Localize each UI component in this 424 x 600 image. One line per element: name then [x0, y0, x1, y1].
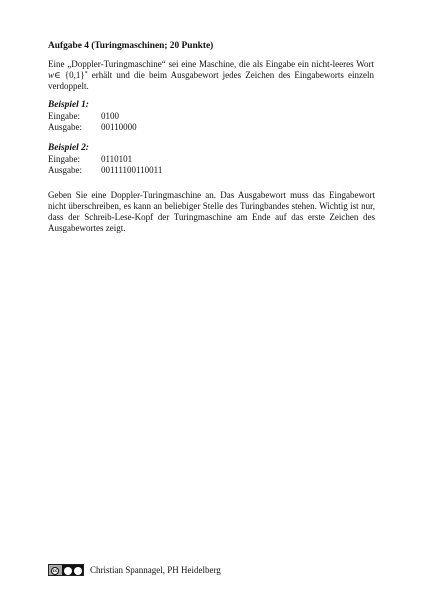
example-input-label: Eingabe: — [48, 111, 80, 121]
example-title: Beispiel 2: — [48, 143, 89, 153]
example-output-value: 00111100110011 — [101, 165, 163, 175]
example-block-1 — [48, 100, 248, 133]
intro-text-start: Eine „Doppler-Turingmaschine“ sei eine Maschine, die als Eingabe ein nicht-leeres Wort — [48, 59, 374, 69]
cc-license-icon — [48, 564, 84, 576]
share-alike-icon — [74, 567, 82, 575]
example-title: Beispiel 1: — [48, 100, 89, 110]
example-output-row — [48, 165, 248, 176]
example-block-2 — [48, 143, 248, 176]
intro-paragraph — [48, 59, 374, 92]
attribution-icon — [64, 567, 72, 575]
author-credit: Christian Spannagel, PH Heidelberg — [90, 565, 221, 575]
example-input-value: 0100 — [101, 111, 119, 121]
page-footer — [48, 564, 221, 576]
example-output-row — [48, 122, 248, 133]
task-paragraph: Geben Sie eine Doppler-Turingmaschine an. Das Ausgabewort muss das Eingabewort nicht überschreiben, es kann an beliebiger Stelle des Turingbandes stehen. Wichtig ist nur, dass der Schreib-Lese-Kopf der Turingmaschine am Ende auf das erste Zeichen des Ausgabewortes zeigt. — [48, 190, 375, 233]
example-output-label: Ausgabe: — [48, 165, 82, 175]
math-alphabet-set: ∈ {0,1} — [54, 70, 85, 80]
example-output-value: 00110000 — [101, 122, 137, 132]
example-input-value: 0110101 — [101, 154, 133, 164]
example-input-row — [48, 111, 248, 122]
example-output-label: Ausgabe: — [48, 122, 82, 132]
intro-text-end: erhält und die beim Ausgabewort jedes Zeichen des Eingabeworts einzeln verdoppelt. — [48, 70, 374, 91]
cc-logo-icon: cc — [52, 567, 58, 573]
math-word-variable: w — [48, 70, 55, 80]
example-input-row — [48, 154, 248, 165]
exercise-title: Aufgabe 4 (Turingmaschinen; 20 Punkte) — [48, 41, 214, 51]
math-kleene-star: * — [84, 71, 88, 77]
task-description — [48, 190, 375, 234]
exercise-intro — [48, 59, 374, 92]
example-input-label: Eingabe: — [48, 154, 80, 164]
